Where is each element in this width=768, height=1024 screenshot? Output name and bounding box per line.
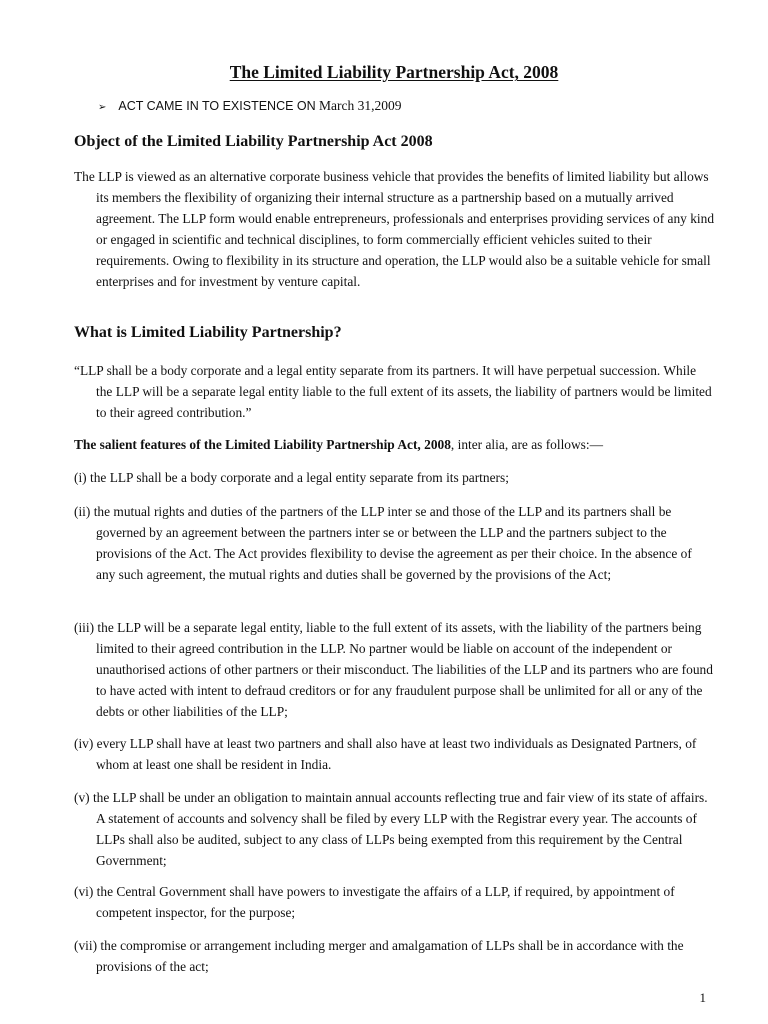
definition-quote: “LLP shall be a body corporate and a legal entity separate from its partners. It will have perpetual succession. While the LLP will be a separate legal entity liable to the full extent of its assets, the liability of partners would be limited to their agreed contribution.” [74, 363, 712, 420]
feature-item-i: (i) the LLP shall be a body corporate and a legal entity separate from its partners; [74, 470, 509, 485]
document-title: The Limited Liability Partnership Act, 2008 [229, 62, 559, 82]
page-number: 1 [699, 990, 706, 1005]
feature-item-v: (v) the LLP shall be under an obligation to maintain annual accounts reflecting true and fair view of its state of affairs. A statement of accounts and solvency shall be filed by every LLP with the Registrar every year. The accounts of LLPs shall also be audited, subject to any class of LLPs being exempted from this requirement by the Central Government; [74, 790, 708, 868]
feature-item-vii: (vii) the compromise or arrangement including merger and amalgamation of LLPs shall be in accordance with the provisions of the act; [74, 938, 684, 974]
object-paragraph: The LLP is viewed as an alternative corporate business vehicle that provides the benefits of limited liability but allows its members the flexibility of organizing their internal structure as a partnership based on a mutually arrived agreement. The LLP form would enable entrepreneurs, professionals and enterprises providing services of any kind or engaged in scientific and technical disciplines, to form commercially efficient vehicles suited to their requirements. Owing to flexibility in its structure and operation, the LLP would also be a suitable vehicle for small enterprises and for investment by venture capital. [74, 169, 715, 289]
feature-item-iii: (iii) the LLP will be a separate legal entity, liable to the full extent of its assets, with the liability of the partners being limited to their agreed contribution in the LLP. No partner would be liable on account of the independent or unauthorised actions of other partners or their misconduct. The liabilities of the LLP and its partners who are found to have acted with intent to defraud creditors or for any fraudulent purpose shall be unlimited for all or any of the debts or other liabilities of the LLP; [74, 620, 713, 719]
arrow-bullet-icon: ➢ [98, 102, 107, 113]
feature-item-iv: (iv) every LLP shall have at least two partners and shall also have at least two individuals as Designated Partners, of whom at least one shall be resident in India. [74, 736, 697, 772]
bullet-date: March 31,2009 [319, 98, 402, 113]
features-intro-rest: , inter alia, are as follows:— [450, 437, 603, 452]
enactment-bullet [98, 98, 402, 114]
section-heading-object: Object of the Limited Liability Partnership Act 2008 [74, 133, 433, 150]
section-heading-what-is-llp: What is Limited Liability Partnership? [74, 324, 342, 341]
features-intro-bold: The salient features of the Limited Liability Partnership Act, 2008 [74, 437, 451, 452]
features-intro [74, 434, 714, 455]
feature-item-ii: (ii) the mutual rights and duties of the partners of the LLP inter se and those of the LLP and its partners shall be governed by an agreement between the partners inter se or between the LLP and the partners subject to the provisions of the Act. The Act provides flexibility to devise the agreement as per their choice. In the absence of any such agreement, the mutual rights and duties shall be governed by the provisions of the Act; [74, 504, 692, 582]
bullet-label: ACT CAME IN TO EXISTENCE ON [118, 99, 316, 113]
feature-item-vi: (vi) the Central Government shall have powers to investigate the affairs of a LLP, if required, by appointment of competent inspector, for the purpose; [74, 884, 675, 920]
